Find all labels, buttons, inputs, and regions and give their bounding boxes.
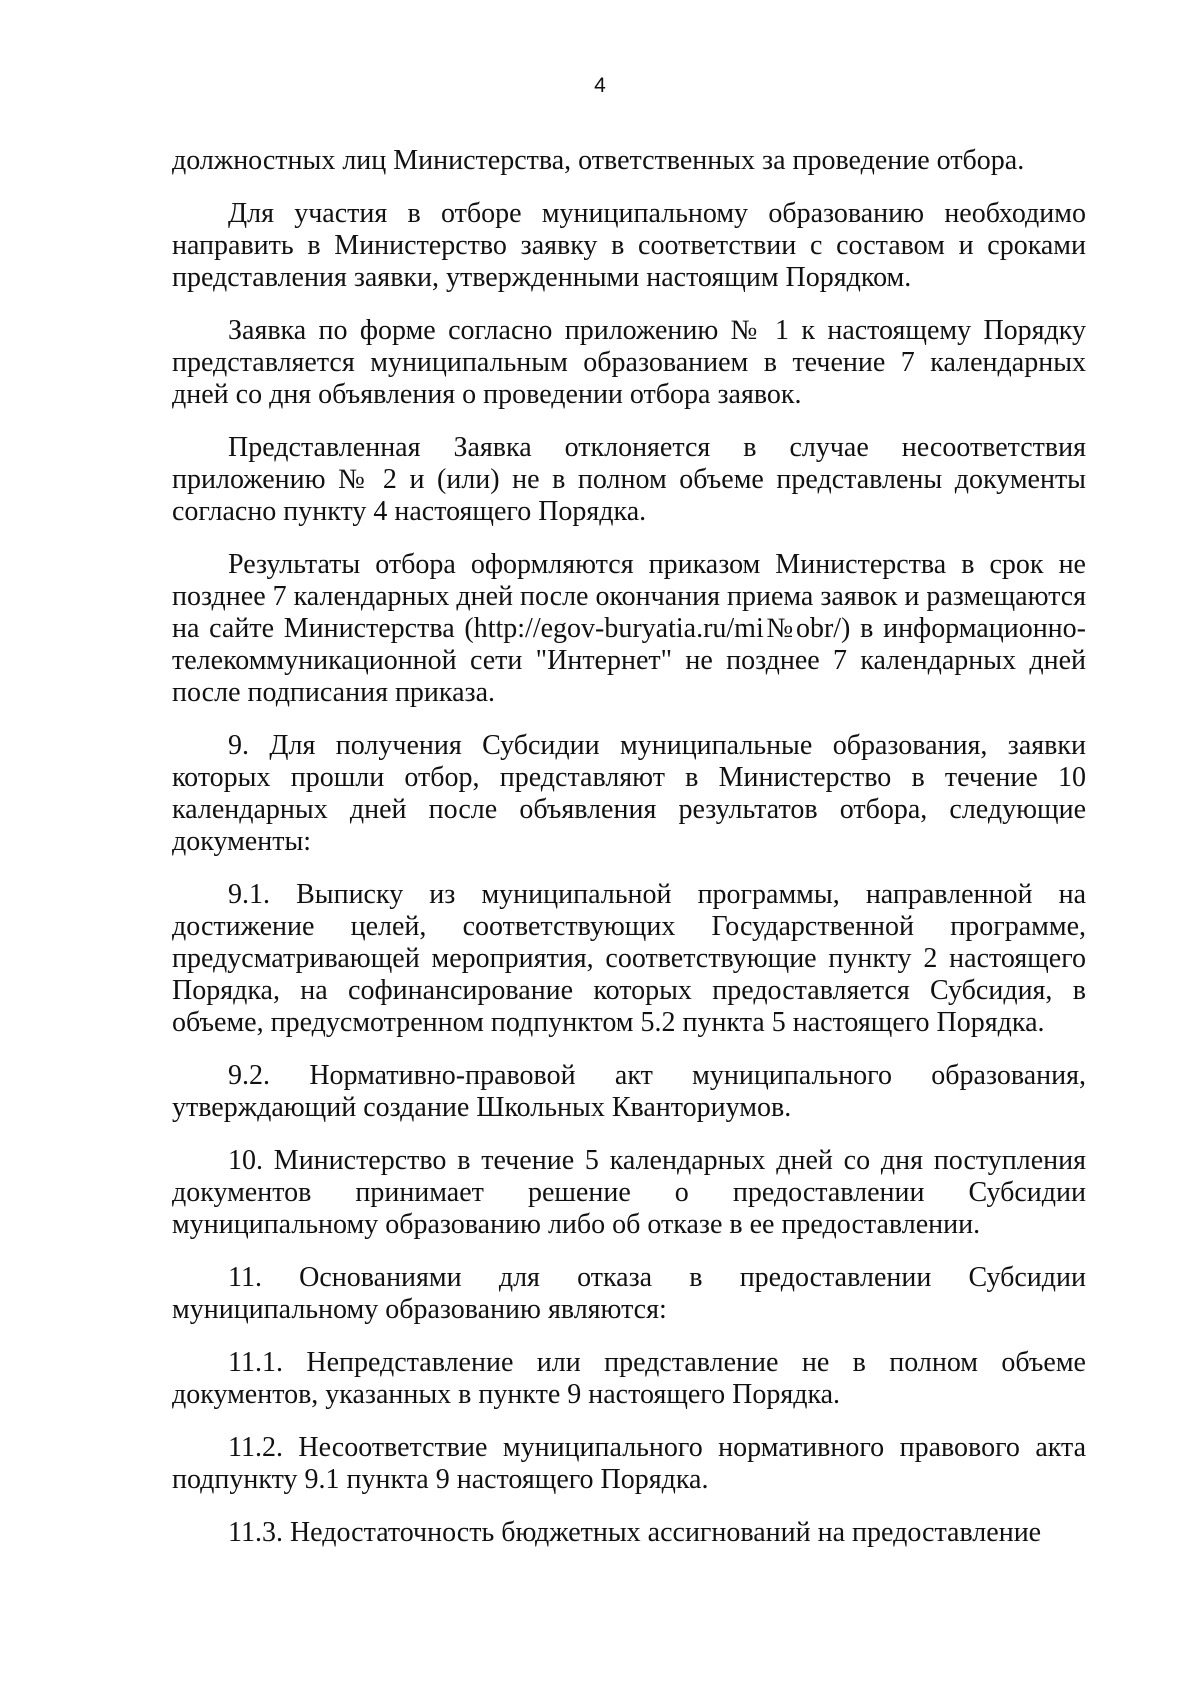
paragraph: Представленная Заявка отклоняется в случае несоответствия приложению № 2 и (или) не в полном объеме представлены документы согласно пункту 4 настоящего Порядка. [172,432,1086,527]
paragraph-item-10: 10. Министерство в течение 5 календарных дней со дня поступления документов принимает решение о предоставлении Субсидии муниципальному образованию либо об отказе в ее предоставлении. [172,1145,1086,1240]
document-body [172,145,1086,1570]
paragraph-item-11-1: 11.1. Непредставление или представление не в полном объеме документов, указанных в пункте 9 настоящего Порядка. [172,1347,1086,1410]
page-number: 4 [594,74,606,97]
paragraph-item-9: 9. Для получения Субсидии муниципальные образования, заявки которых прошли отбор, представляют в Министерство в течение 10 календарных дней после объявления результатов отбора, следующие документы: [172,730,1086,857]
paragraph: Заявка по форме согласно приложению № 1 к настоящему Порядку представляется муниципальным образованием в течение 7 календарных дней со дня объявления о проведении отбора заявок. [172,315,1086,410]
paragraph-item-9-2: 9.2. Нормативно-правовой акт муниципального образования, утверждающий создание Школьных Кванториумов. [172,1060,1086,1123]
paragraph-item-11: 11. Основаниями для отказа в предоставлении Субсидии муниципальному образованию являются: [172,1262,1086,1325]
paragraph: Для участия в отборе муниципальному образованию необходимо направить в Министерство заявку в соответствии с составом и сроками представления заявки, утвержденными настоящим Порядком. [172,198,1086,293]
paragraph-item-9-1: 9.1. Выписку из муниципальной программы, направленной на достижение целей, соответствующих Государственной программе, предусматривающей мероприятия, соответствующие пункту 2 настоящего Порядка, на софинансирование которых предоставляется Субсидия, в объеме, предусмотренном подпунктом 5.2 пункта 5 настоящего Порядка. [172,879,1086,1038]
paragraph-item-11-2: 11.2. Несоответствие муниципального нормативного правового акта подпункту 9.1 пункта 9 настоящего Порядка. [172,1432,1086,1495]
paragraph: должностных лиц Министерства, ответственных за проведение отбора. [172,145,1025,176]
paragraph-item-11-3: 11.3. Недостаточность бюджетных ассигнований на предоставление [228,1517,1042,1548]
paragraph: Результаты отбора оформляются приказом Министерства в срок не позднее 7 календарных дней после окончания приема заявок и размещаются на сайте Министерства (http://egov-buryatia.ru/mi№obr/) в информационно-телекоммуникационной сети "Интернет" не позднее 7 календарных дней после подписания приказа. [172,549,1087,708]
